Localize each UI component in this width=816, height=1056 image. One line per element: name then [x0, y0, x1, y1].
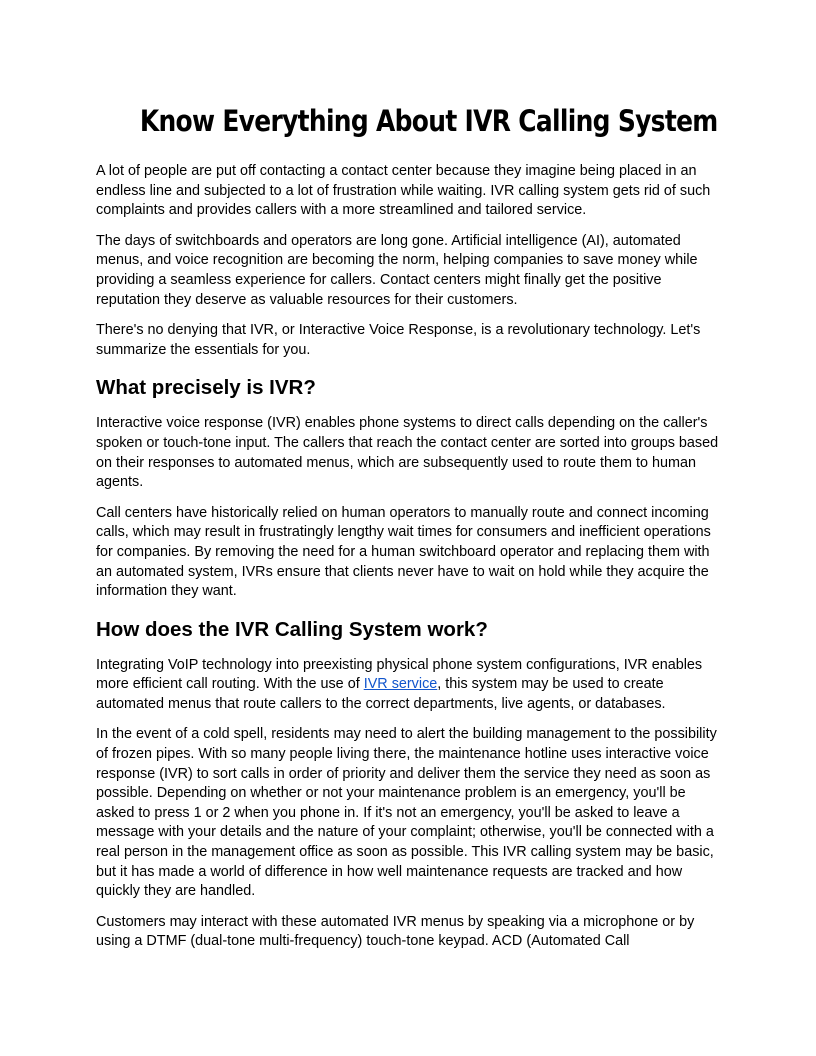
intro-paragraph-2: The days of switchboards and operators are long gone. Artificial intelligence (AI), automated menus, and voice recognition are becoming the norm, helping companies to save money while providing a seamless experience for callers. Contact centers might finally get the positive reputation they deserve as valuable resources for their customers.: [96, 232, 698, 308]
section-heading-how-it-works: How does the IVR Calling System work?: [96, 617, 488, 641]
document-title: Know Everything About IVR Calling System: [139, 104, 718, 138]
section-heading-what-is-ivr: What precisely is IVR?: [96, 376, 316, 400]
ivr-service-link[interactable]: IVR service: [363, 676, 438, 693]
intro-paragraph-1: A lot of people are put off contacting a contact center because they imagine being placed in an endless line and subjected to a lot of frustration while waiting. IVR calling system gets rid of such complaints and provides callers with a more streamlined and tailored service.: [96, 163, 711, 219]
section1-paragraph-1: Interactive voice response (IVR) enables phone systems to direct calls depending on the caller's spoken or touch-tone input. The callers that reach the contact center are sorted into groups based on their responses to automated menus, which are subsequently used to route them to human agents.: [96, 415, 719, 491]
section2-paragraph-1-after: , this system may be used to create automated menus that route callers to the correct departments, live agents, or databases.: [96, 676, 666, 712]
section2-paragraph-2: In the event of a cold spell, residents may need to alert the building management to the possibility of frozen pipes. With so many people living there, the maintenance hotline uses interactive voice response (IVR) to sort calls in order of priority and deliver them the service they need as soon as possible. Depending on whether or not your maintenance problem is an emergency, you'll be asked to press 1 or 2 when you phone in. If it's not an emergency, you'll be asked to leave a message with your details and the nature of your complaint; otherwise, you'll be connected with a real person in the management office as soon as possible. This IVR calling system may be basic, but it has made a world of difference in how well maintenance requests are tracked and how quickly they are handled.: [96, 726, 717, 900]
section2-paragraph-1: [96, 656, 722, 715]
intro-paragraph-3: There's no denying that IVR, or Interactive Voice Response, is a revolutionary technology. Let's summarize the essentials for you.: [96, 322, 701, 358]
section2-paragraph-1-before: Integrating VoIP technology into preexisting physical phone system configurations, IVR enables more efficient call routing. With the use of: [96, 656, 703, 693]
document-page: [96, 98, 722, 963]
section1-paragraph-2: Call centers have historically relied on human operators to manually route and connect incoming calls, which may result in frustratingly lengthy wait times for consumers and inefficient operations for companies. By removing the need for a human switchboard operator and replacing them with an automated system, IVRs ensure that clients never have to wait on hold while they acquire the information they want.: [96, 504, 711, 600]
section2-paragraph-3: Customers may interact with these automated IVR menus by speaking via a microphone or by using a DTMF (dual-tone multi-frequency) touch-tone keypad. ACD (Automated Call: [96, 913, 695, 950]
